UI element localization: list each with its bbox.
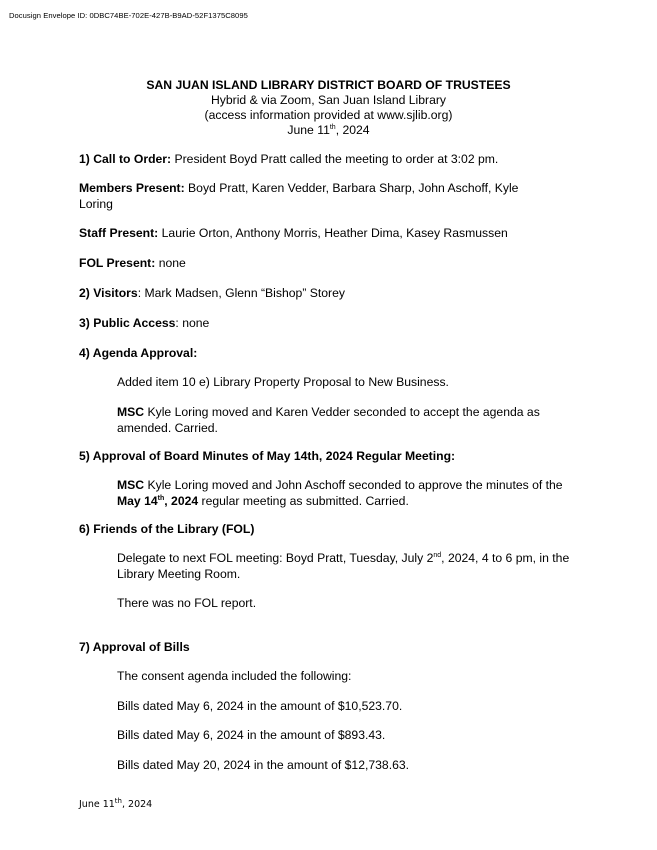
agenda-msc: MSC Kyle Loring moved and Karen Vedder seconded to accept the agenda as amended. Carried. — [117, 405, 540, 435]
visitors: 2) Visitors: Mark Madsen, Glenn “Bishop” Storey — [79, 286, 345, 300]
bill-item: Bills dated May 6, 2024 in the amount of $10,523.70. — [117, 699, 403, 713]
minutes-msc: MSC Kyle Loring moved and John Aschoff seconded to approve the minutes of the May 14th, 2024 regular meeting as submitted. Carried. — [117, 478, 563, 508]
bill-item: Bills dated May 20, 2024 in the amount of $12,738.63. — [117, 758, 410, 772]
bills-heading: 7) Approval of Bills — [79, 640, 190, 654]
envelope-id: Docusign Envelope ID: 0DBC74BE-702E-427B-B9AD-52F1375C8095 — [9, 11, 248, 20]
meeting-format: Hybrid & via Zoom, San Juan Island Library — [210, 93, 447, 107]
access-info: (access information provided at www.sjlib.org) — [204, 108, 453, 122]
call-to-order: 1) Call to Order: President Boyd Pratt called the meeting to order at 3:02 pm. — [79, 152, 499, 166]
public-access: 3) Public Access: none — [79, 316, 210, 330]
fol-present: FOL Present: none — [79, 256, 186, 270]
friends-heading: 6) Friends of the Library (FOL) — [79, 522, 255, 536]
agenda-added-item: Added item 10 e) Library Property Proposal to New Business. — [117, 375, 449, 389]
fol-delegate: Delegate to next FOL meeting: Boyd Pratt, Tuesday, July 2nd, 2024, 4 to 6 pm, in the Library Meeting Room. — [117, 551, 570, 581]
meeting-date: June 11th, 2024 — [287, 123, 370, 137]
members-present: Members Present: Boyd Pratt, Karen Vedder, Barbara Sharp, John Aschoff, Kyle Loring — [79, 181, 519, 211]
minutes-approval-heading: 5) Approval of Board Minutes of May 14th, 2024 Regular Meeting: — [79, 449, 456, 463]
document-title: SAN JUAN ISLAND LIBRARY DISTRICT BOARD OF TRUSTEES — [146, 78, 511, 92]
document-header — [0, 78, 657, 138]
bill-item: Bills dated May 6, 2024 in the amount of $893.43. — [117, 728, 386, 742]
staff-present: Staff Present: Laurie Orton, Anthony Morris, Heather Dima, Kasey Rasmussen — [79, 226, 508, 240]
fol-report: There was no FOL report. — [117, 596, 257, 610]
agenda-approval-heading: 4) Agenda Approval: — [79, 346, 198, 360]
bills-intro: The consent agenda included the following: — [117, 669, 352, 683]
footer-date: June 11th, 2024 — [79, 796, 153, 810]
